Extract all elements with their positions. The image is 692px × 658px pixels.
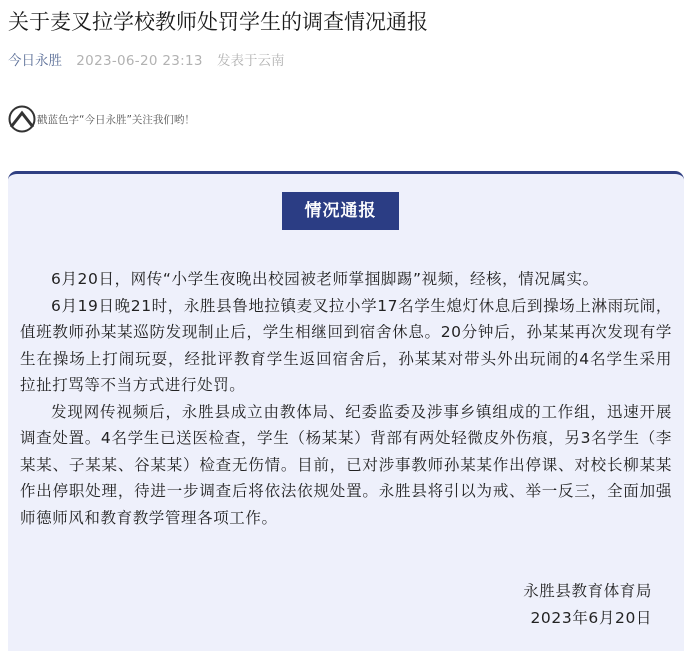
publish-location: 发表于云南	[217, 53, 285, 69]
publish-date: 2023-06-20 23:13	[76, 53, 203, 69]
article-title: 关于麦叉拉学校教师处罚学生的调查情况通报	[8, 10, 428, 34]
notice-body	[20, 266, 672, 531]
account-name-link[interactable]: 今日永胜	[8, 53, 62, 69]
signature-org: 永胜县教育体育局	[523, 582, 652, 600]
notice-paragraph: 发现网传视频后，永胜县成立由教体局、纪委监委及涉事乡镇组成的工作组，迅速开展调查处置。4名学生已送医检查，学生（杨某某）背部有两处轻微皮外伤痕，另3名学生（李某某、子某某、谷某某）检查无伤情。目前，已对涉事教师孙某某作出停课、对校长柳某某作出停职处理，待进一步调查后将依法依规处置。永胜县将引以为戒、举一反三，全面加强师德师风和教育教学管理各项工作。	[20, 402, 672, 527]
notice-badge: 情况通报	[282, 192, 399, 230]
article-meta	[8, 51, 285, 71]
circle-arrow-icon	[8, 105, 36, 133]
signature-date: 2023年6月20日	[530, 608, 652, 627]
follow-prompt	[8, 104, 195, 134]
notice-signature	[523, 578, 652, 631]
notice-paragraph: 6月20日，网传“小学生夜晚出校园被老师掌掴脚踢”视频，经核，情况属实。	[51, 270, 599, 288]
follow-prompt-text: 戳蓝色字“今日永胜”关注我们哟！	[37, 113, 195, 126]
notice-paragraph: 6月19日晚21时，永胜县鲁地拉镇麦叉拉小学17名学生熄灯休息后到操场上淋雨玩闹，值班教师孙某某巡防发现制止后，学生相继回到宿舍休息。20分钟后，孙某某再次发现有学生在操场上打闹玩耍，经批评教育学生返回宿舍后，孙某某对带头外出玩闹的4名学生采用拉扯打骂等不当方式进行处罚。	[20, 296, 672, 394]
